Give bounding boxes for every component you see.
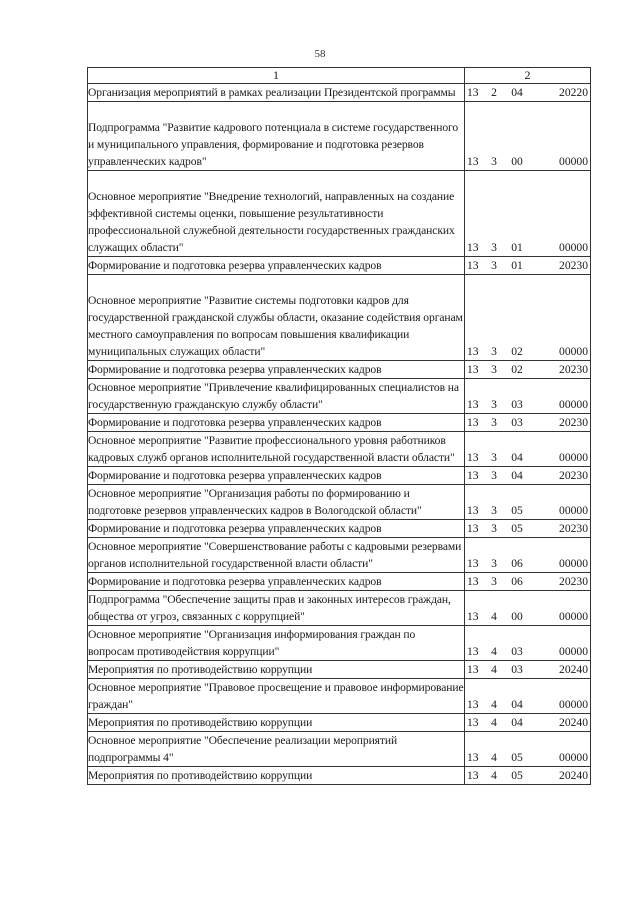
row-name-cell: Основное мероприятие "Развитие профессионального уровня работников кадровых служб органов исполнительной государственной власти области"	[88, 432, 465, 467]
row-name-cell: Формирование и подготовка резерва управленческих кадров	[88, 520, 465, 538]
code-part-c2: 3	[491, 557, 497, 570]
code-part-c4: 00000	[559, 698, 588, 711]
code-part-c1: 13	[467, 259, 479, 272]
row-code-cell	[465, 679, 591, 714]
code-part-c2: 3	[491, 451, 497, 464]
table-row	[88, 432, 591, 467]
code-part-c4: 20230	[559, 469, 588, 482]
code-part-c2: 3	[491, 345, 497, 358]
table-row	[88, 84, 591, 102]
code-part-c4: 00000	[559, 504, 588, 517]
code-part-c1: 13	[467, 451, 479, 464]
table-row	[88, 538, 591, 573]
code-part-c2: 3	[491, 575, 497, 588]
row-code-cell	[465, 732, 591, 767]
code-part-c3: 04	[511, 86, 523, 99]
row-name-cell: Формирование и подготовка резерва управленческих кадров	[88, 361, 465, 379]
code-part-c1: 13	[467, 522, 479, 535]
code-part-c4: 20240	[559, 663, 588, 676]
table-row	[88, 661, 591, 679]
budget-table	[87, 67, 591, 785]
row-code-cell	[465, 573, 591, 591]
row-name-cell: Основное мероприятие "Развитие системы подготовки кадров для государственной гражданской службы области, оказание содействия органам местного самоуправления по вопросам повышения квалификации муниципальных служащих области"	[88, 275, 465, 361]
table-row	[88, 767, 591, 785]
code-part-c1: 13	[467, 610, 479, 623]
table-row	[88, 361, 591, 379]
row-name-cell: Основное мероприятие "Правовое просвещение и правовое информирование граждан"	[88, 679, 465, 714]
code-part-c3: 03	[511, 398, 523, 411]
code-part-c1: 13	[467, 575, 479, 588]
row-code-cell	[465, 767, 591, 785]
code-part-c3: 01	[511, 241, 523, 254]
code-part-c2: 4	[491, 663, 497, 676]
code-part-c3: 05	[511, 522, 523, 535]
row-name-cell: Основное мероприятие "Организация информирования граждан по вопросам противодействия коррупции"	[88, 626, 465, 661]
code-part-c2: 4	[491, 751, 497, 764]
code-part-c2: 3	[491, 416, 497, 429]
code-part-c1: 13	[467, 716, 479, 729]
code-part-c3: 02	[511, 363, 523, 376]
table-row	[88, 732, 591, 767]
table-row	[88, 520, 591, 538]
code-part-c1: 13	[467, 557, 479, 570]
code-part-c1: 13	[467, 345, 479, 358]
code-part-c3: 00	[511, 155, 523, 168]
code-part-c4: 00000	[559, 451, 588, 464]
code-part-c4: 20230	[559, 363, 588, 376]
header-col-1: 1	[88, 68, 465, 84]
code-part-c1: 13	[467, 363, 479, 376]
row-code-cell	[465, 591, 591, 626]
row-code-cell	[465, 414, 591, 432]
row-code-cell	[465, 485, 591, 520]
table-row	[88, 626, 591, 661]
code-part-c4: 00000	[559, 155, 588, 168]
code-part-c2: 3	[491, 469, 497, 482]
row-name-cell: Основное мероприятие "Внедрение технологий, направленных на создание эффективной системы оценки, повышение результативности профессиональной служебной деятельности государственных гражданских служащих области"	[88, 171, 465, 257]
table-row	[88, 379, 591, 414]
table-row	[88, 573, 591, 591]
table-row	[88, 591, 591, 626]
code-part-c4: 00000	[559, 241, 588, 254]
code-part-c4: 20230	[559, 522, 588, 535]
row-code-cell	[465, 714, 591, 732]
code-part-c2: 4	[491, 698, 497, 711]
code-part-c1: 13	[467, 398, 479, 411]
code-part-c2: 3	[491, 522, 497, 535]
header-col-2: 2	[465, 68, 591, 84]
code-part-c1: 13	[467, 155, 479, 168]
code-part-c3: 06	[511, 557, 523, 570]
code-part-c3: 04	[511, 469, 523, 482]
code-part-c2: 4	[491, 716, 497, 729]
code-part-c3: 03	[511, 645, 523, 658]
code-part-c2: 3	[491, 398, 497, 411]
code-part-c1: 13	[467, 416, 479, 429]
row-code-cell	[465, 361, 591, 379]
code-part-c4: 20240	[559, 716, 588, 729]
row-code-cell	[465, 84, 591, 102]
code-part-c4: 00000	[559, 645, 588, 658]
page-number: 58	[314, 48, 326, 60]
row-code-cell	[465, 275, 591, 361]
row-code-cell	[465, 102, 591, 171]
row-name-cell: Основное мероприятие "Обеспечение реализации мероприятий подпрограммы 4"	[88, 732, 465, 767]
code-part-c3: 06	[511, 575, 523, 588]
code-part-c1: 13	[467, 469, 479, 482]
code-part-c1: 13	[467, 86, 479, 99]
row-name-cell: Мероприятия по противодействию коррупции	[88, 767, 465, 785]
code-part-c1: 13	[467, 645, 479, 658]
row-code-cell	[465, 538, 591, 573]
code-part-c3: 04	[511, 716, 523, 729]
code-part-c4: 20230	[559, 259, 588, 272]
row-code-cell	[465, 171, 591, 257]
code-part-c1: 13	[467, 241, 479, 254]
code-part-c3: 05	[511, 751, 523, 764]
row-name-cell: Основное мероприятие "Организация работы по формированию и подготовке резервов управленческих кадров в Вологодской области"	[88, 485, 465, 520]
code-part-c1: 13	[467, 769, 479, 782]
table-row	[88, 679, 591, 714]
table-row	[88, 467, 591, 485]
row-name-cell: Организация мероприятий в рамках реализации Президентской программы	[88, 84, 465, 102]
row-name-cell: Основное мероприятие "Совершенствование работы с кадровыми резервами органов исполнительной государственной власти области"	[88, 538, 465, 573]
code-part-c3: 04	[511, 451, 523, 464]
code-part-c3: 00	[511, 610, 523, 623]
row-name-cell: Основное мероприятие "Привлечение квалифицированных специалистов на государственную гражданскую службу области"	[88, 379, 465, 414]
code-part-c3: 03	[511, 416, 523, 429]
code-part-c2: 3	[491, 155, 497, 168]
code-part-c2: 3	[491, 241, 497, 254]
code-part-c4: 20220	[559, 86, 588, 99]
code-part-c4: 20230	[559, 416, 588, 429]
code-part-c3: 01	[511, 259, 523, 272]
row-code-cell	[465, 626, 591, 661]
row-code-cell	[465, 520, 591, 538]
table-row	[88, 414, 591, 432]
table-row	[88, 257, 591, 275]
row-name-cell: Формирование и подготовка резерва управленческих кадров	[88, 257, 465, 275]
row-name-cell: Формирование и подготовка резерва управленческих кадров	[88, 573, 465, 591]
code-part-c2: 3	[491, 504, 497, 517]
code-part-c4: 00000	[559, 398, 588, 411]
row-code-cell	[465, 661, 591, 679]
code-part-c1: 13	[467, 663, 479, 676]
code-part-c4: 20230	[559, 575, 588, 588]
table-row	[88, 714, 591, 732]
code-part-c3: 02	[511, 345, 523, 358]
table-row	[88, 102, 591, 171]
code-part-c4: 00000	[559, 345, 588, 358]
code-part-c3: 05	[511, 769, 523, 782]
code-part-c1: 13	[467, 698, 479, 711]
row-name-cell: Подпрограмма "Развитие кадрового потенциала в системе государственного и муниципального управления, формирование и подготовка резервов управленческих кадров"	[88, 102, 465, 171]
code-part-c1: 13	[467, 751, 479, 764]
row-name-cell: Подпрограмма "Обеспечение защиты прав и законных интересов граждан, общества от угроз, связанных с коррупцией"	[88, 591, 465, 626]
table-header-row	[88, 68, 591, 84]
row-code-cell	[465, 432, 591, 467]
code-part-c2: 2	[491, 86, 497, 99]
row-name-cell: Формирование и подготовка резерва управленческих кадров	[88, 414, 465, 432]
table-row	[88, 485, 591, 520]
table-row	[88, 275, 591, 361]
code-part-c2: 3	[491, 363, 497, 376]
row-code-cell	[465, 257, 591, 275]
code-part-c4: 00000	[559, 557, 588, 570]
row-name-cell: Мероприятия по противодействию коррупции	[88, 661, 465, 679]
row-code-cell	[465, 379, 591, 414]
code-part-c2: 4	[491, 610, 497, 623]
code-part-c4: 20240	[559, 769, 588, 782]
row-name-cell: Мероприятия по противодействию коррупции	[88, 714, 465, 732]
code-part-c3: 05	[511, 504, 523, 517]
row-name-cell: Формирование и подготовка резерва управленческих кадров	[88, 467, 465, 485]
table-row	[88, 171, 591, 257]
code-part-c2: 4	[491, 769, 497, 782]
code-part-c2: 4	[491, 645, 497, 658]
code-part-c2: 3	[491, 259, 497, 272]
code-part-c3: 03	[511, 663, 523, 676]
code-part-c4: 00000	[559, 610, 588, 623]
code-part-c3: 04	[511, 698, 523, 711]
code-part-c1: 13	[467, 504, 479, 517]
code-part-c4: 00000	[559, 751, 588, 764]
row-code-cell	[465, 467, 591, 485]
